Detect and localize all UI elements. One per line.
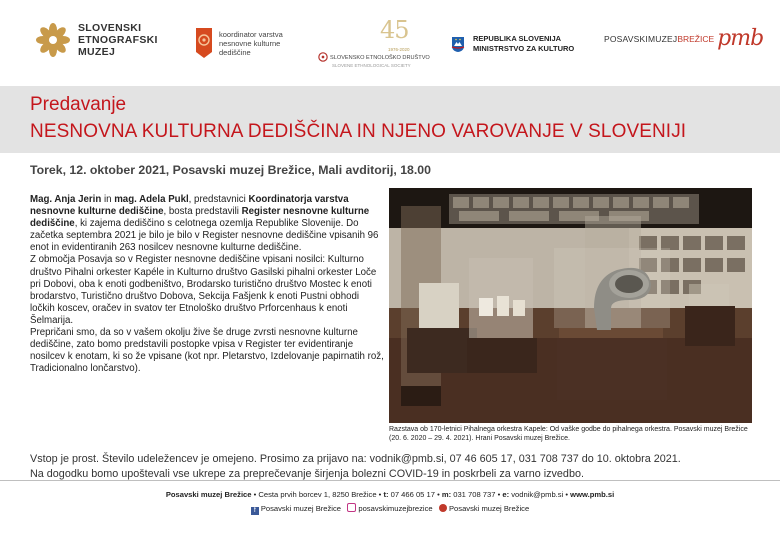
text-fragment: , bosta predstavili <box>163 206 242 218</box>
text-fragment: , predstavnici <box>188 194 249 205</box>
exhibition-photo <box>389 188 752 423</box>
sed-years: 1976-2020 <box>388 47 410 52</box>
sed-anniversary-number: 45 <box>380 16 409 44</box>
kvnd-line-1: koordinator varstva <box>219 29 283 39</box>
slovenia-crest-icon <box>451 36 465 53</box>
ministry-logo-text <box>473 34 574 54</box>
ministry-logo[interactable] <box>451 34 574 54</box>
logo-strip <box>0 0 780 86</box>
footer-address: • Cesta prvih borcev 1, 8250 Brežice • <box>251 490 384 499</box>
footer-email-link[interactable]: vodnik@pmb.si <box>511 490 564 499</box>
event-kicker: Predavanje <box>30 94 127 115</box>
event-title: NESNOVNA KULTURNA DEDIŠČINA IN NJENO VAROVANJE V SLOVENIJI <box>30 121 687 142</box>
sed-logo[interactable] <box>318 14 434 70</box>
notice-line-2: Na dogodku bomo upoštevali vse ukrepe za preprečevanje širjenja bolezni COVID-19 in poskrbeli za varno izvedbo. <box>30 468 584 480</box>
footer-separator: • <box>563 490 571 499</box>
footer-phone: 07 466 05 17 • <box>388 490 442 499</box>
sem-logo[interactable] <box>36 22 158 58</box>
text-fragment: in <box>101 194 115 205</box>
speaker-2: mag. Adela Pukl <box>114 194 189 205</box>
footer-divider <box>0 480 780 481</box>
sem-flower-icon <box>36 23 70 57</box>
kvnd-logo-text <box>219 30 283 57</box>
footer-org-name: Posavski muzej Brežice <box>165 490 252 499</box>
facebook-link[interactable]: Posavski muzej Brežice <box>260 504 342 513</box>
pmb-logo[interactable] <box>604 26 763 51</box>
kvnd-logo[interactable] <box>194 26 283 60</box>
register-name: Register nesnovne kulturne dediščine <box>30 206 370 230</box>
sem-line-1: SLOVENSKI <box>78 22 142 34</box>
ministry-line-2: MINISTRSTVO ZA KULTURO <box>473 44 575 53</box>
footer-mobile-label: m: <box>441 490 452 499</box>
pmb-site-icon <box>439 504 447 512</box>
footer-social <box>0 503 780 515</box>
pmb-logo-text-1: POSAVSKI <box>604 33 648 44</box>
photo-caption: Razstava ob 170-letnici Pihalnega orkestra Kapele: Od vaške godbe do pihalnega orkestra. Posavski muzej Brežice (20. 6. 2020 – 29. 4. 2021). Hrani Posavski muzej Brežice. <box>389 426 748 442</box>
kvnd-mark-icon <box>194 26 214 60</box>
sem-logo-text <box>78 22 158 58</box>
instagram-link[interactable]: posavskimuzejbrezice <box>358 504 433 513</box>
footer-mobile: 031 708 737 • <box>451 490 503 499</box>
ministry-line-1: REPUBLIKA SLOVENIJA <box>473 34 562 43</box>
registration-notice <box>30 452 750 482</box>
exhibition-photo-drawing <box>389 188 752 423</box>
organisation-name: Koordinatorja varstva nesnovne kulturne dediščine <box>30 194 349 218</box>
kvnd-line-3: dediščine <box>219 47 251 57</box>
pmb-logo-text-3: BREŽICE <box>677 33 715 44</box>
speaker-1: Mag. Anja Jerin <box>30 194 102 205</box>
sed-name-en: SLOVENE ETHNOLOGICAL SOCIETY <box>332 63 411 68</box>
event-date-line: Torek, 12. oktober 2021, Posavski muzej Brežice, Mali avditorij, 18.00 <box>30 163 431 177</box>
sem-line-3: MUZEJ <box>78 46 116 58</box>
sem-line-2: ETNOGRAFSKI <box>78 34 158 46</box>
sed-name: SLOVENSKO ETNOLOŠKO DRUŠTVO <box>330 55 430 61</box>
footer-email-label: e: <box>502 490 510 499</box>
footer-website-link[interactable]: www.pmb.si <box>570 490 615 499</box>
pmb-site-link[interactable]: Posavski muzej Brežice <box>448 504 530 513</box>
kvnd-line-2: nesnovne kulturne <box>219 38 281 48</box>
event-description <box>30 194 386 375</box>
pmb-logo-mark: pmb <box>717 26 764 51</box>
sed-emblem-icon <box>318 52 328 62</box>
paragraph-posavje: Z območja Posavja so v Register nesnovne dediščine vpisani nosilci: Kulturno društvo Pihalni orkester Kapéle in Kulturno društvo Gasilski pihalni orkester Loče pri Dobovi, oba k enoti godbeništvo, Brodarsko turistično društvo Mostec k enoti brodarstvo, Turistično društvo Dobova, Sekcija Fašjenk k enoti Pustni obhodi ločkih koscev, oračev in svatov ter Etnološko društvo Prforcenhaus k enoti Šelmarija. <box>30 254 377 326</box>
notice-line-1: Vstop je prost. Število udeležencev je omejeno. Prosimo za prijavo na: vodnik@pmb.si, 07 46 605 17, 031 708 737 do 10. oktobra 2021. <box>30 453 681 465</box>
footer-contact <box>0 490 780 499</box>
facebook-icon: f <box>251 507 259 515</box>
footer-phone-label: t: <box>383 490 389 499</box>
paragraph-intro <box>30 194 386 254</box>
paragraph-invitation: Prepričani smo, da so v vašem okolju žive še druge zvrsti nesnovne kulturne dediščine, zato bomo predstavili postopke vpisa v Register ter evidentiranje nosilcev k enotam, ki so že vpisane (kot npr. Pletarstvo, Izdelovanje papirnatih rož, Tradicionalno lončarstvo). <box>30 327 384 375</box>
pmb-logo-text-2: MUZEJ <box>647 33 678 44</box>
text-fragment: , ki zajema dediščino s celotnega ozemlja Republike Slovenije. Do začetka septembra 2021 je bilo je bilo v Register nesnovne dediščine vpisanih 96 enot in evidentiranih 263 nosilcev nesnovne kulturne dediščine. <box>30 218 379 254</box>
instagram-icon <box>347 503 356 512</box>
